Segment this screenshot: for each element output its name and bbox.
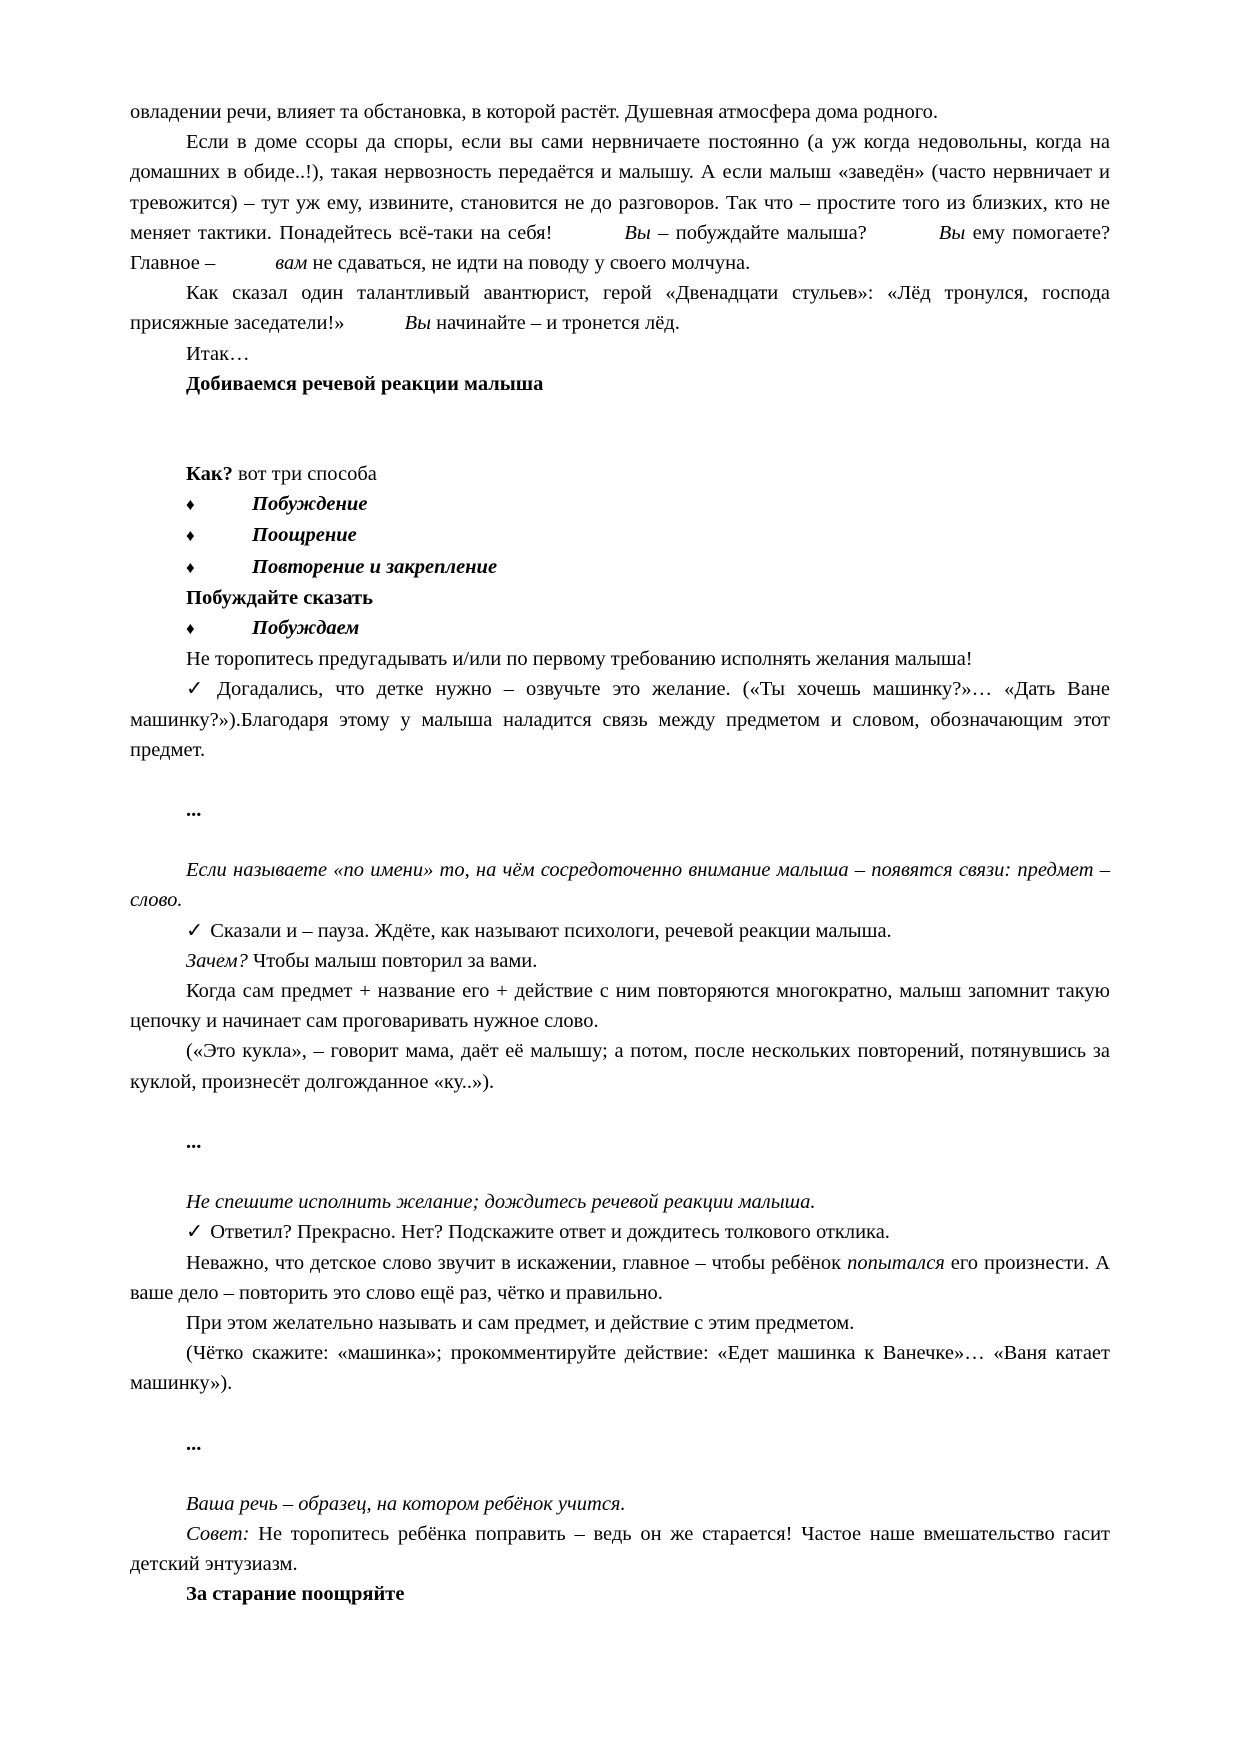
emphasis-vam: вам bbox=[275, 252, 308, 275]
ellipsis-separator: ... bbox=[186, 1130, 202, 1153]
vertical-spacer bbox=[130, 825, 1110, 855]
zachem-rest-text: Чтобы малыш повторил за вами. bbox=[247, 949, 538, 972]
diamond-bullet-icon: ♦ bbox=[186, 557, 195, 577]
check-mark-icon: ✓ bbox=[186, 919, 204, 942]
zachem-label: Зачем? bbox=[186, 949, 248, 972]
nevazhno-text-b: его произнести. А ваше дело – повторить это слово ещё раз, чётко и правильно. bbox=[130, 1251, 1110, 1304]
vertical-spacer bbox=[130, 765, 1110, 795]
nevazhno-text-a: Неважно, что детское слово звучит в искажении, главное – чтобы ребёнок bbox=[186, 1251, 842, 1274]
vertical-spacer bbox=[130, 1157, 1110, 1187]
list-item-label: Побуждаем bbox=[252, 617, 360, 640]
vertical-spacer bbox=[130, 1399, 1110, 1429]
paragraph-italic-dont-hurry: Не спешите исполнить желание; дождитесь речевой реакции малыша. bbox=[186, 1191, 816, 1214]
emphasis-vy-3: Вы bbox=[404, 312, 431, 335]
ice-text-a: Как сказал один талантливый авантюрист, герой «Двенадцати стульев»: «Лёд тронулся, господа присяжные заседатели!» bbox=[130, 282, 1110, 335]
ellipsis-separator: ... bbox=[186, 1432, 202, 1455]
list-item bbox=[130, 489, 1110, 520]
check-mark-icon: ✓ bbox=[186, 1221, 204, 1244]
paragraph-sovet bbox=[130, 1519, 1110, 1579]
paragraph-nevazhno bbox=[130, 1248, 1110, 1308]
how-rest-label: вот три способа bbox=[232, 463, 377, 486]
paragraph-italic-your-speech: Ваша речь – образец, на котором ребёнок учится. bbox=[186, 1492, 626, 1515]
how-question-label: Как? bbox=[186, 463, 233, 486]
paragraph-italic-naming: Если называете «по имени» то, на чём сосредоточенно внимание малыша – появятся связи: предмет – слово. bbox=[130, 859, 1110, 912]
list-item-label: Повторение и закрепление bbox=[252, 555, 498, 578]
vertical-spacer bbox=[130, 399, 1110, 459]
check-guessed-text: Догадались, что детке нужно – озвучьте это желание. («Ты хочешь машинку?»… «Дать Ване машинку?»).Благодаря этому у малыша наладится связь между предметом и словом, обозначающим этот предмет. bbox=[130, 678, 1110, 761]
sovet-label: Совет: bbox=[186, 1522, 250, 1545]
vertical-spacer bbox=[130, 1459, 1110, 1489]
sovet-rest-text: Не торопитесь ребёнка поправить – ведь он же старается! Частое наше вмешательство гасит детский энтузиазм. bbox=[130, 1522, 1110, 1576]
check-mark-icon: ✓ bbox=[186, 678, 211, 701]
check-said-pause-text: Сказали и – пауза. Ждёте, как называют психологи, речевой реакции малыша. bbox=[210, 919, 892, 942]
paragraph-check-said-pause bbox=[130, 916, 1110, 946]
paragraph-continuation: овладении речи, влияет та обстановка, в которой растёт. Душевная атмосфера дома родного. bbox=[130, 101, 939, 123]
diamond-bullet-icon: ♦ bbox=[186, 619, 195, 639]
ice-text-b: начинайте – и тронется лёд. bbox=[436, 312, 680, 335]
paragraph-how bbox=[130, 459, 1110, 489]
paragraph-chain: Когда сам предмет + название его + действие с ним повторяются многократно, малыш запомнит такую цепочку и начинает сам проговаривать нужное слово. bbox=[130, 980, 1110, 1033]
quarrels-text-a: Если в доме ссоры да споры, если вы сами нервничаете постоянно (а уж когда недовольны, когда на домашних в обиде..!), такая нервозность передаётся и малышу. А если малыш «заведён» (часто нервничает и тревожится) – тут уж ему, извините, становится не до разговоров. Так что – простите того из близких, кто не меняет тактики. Понадейтесь всё-таки на себя! bbox=[130, 131, 1110, 244]
heading-praise: За старание поощряйте bbox=[186, 1583, 405, 1606]
heading-encourage: Побуждайте сказать bbox=[186, 586, 373, 609]
diamond-bullet-icon: ♦ bbox=[186, 495, 195, 515]
ellipsis-separator: ... bbox=[186, 799, 202, 822]
diamond-bullet-icon: ♦ bbox=[186, 526, 195, 546]
paragraph-quarrels bbox=[130, 127, 1110, 278]
paragraph-zachem bbox=[130, 946, 1110, 976]
paragraph-ice bbox=[130, 278, 1110, 338]
paragraph-itak: Итак… bbox=[186, 342, 250, 365]
heading-main: Добиваемся речевой реакции малыша bbox=[186, 372, 544, 395]
paragraph-check-guessed bbox=[130, 674, 1110, 765]
list-item bbox=[130, 520, 1110, 551]
paragraph-chetko: (Чётко скажите: «машинка»; прокомментируйте действие: «Едет машинка к Ванечке»… «Ваня катает машинку»). bbox=[130, 1342, 1110, 1395]
list-item bbox=[130, 552, 1110, 583]
quarrels-text-b: – побуждайте малыша? bbox=[658, 221, 867, 244]
emphasis-vy-2: Вы bbox=[938, 221, 966, 244]
emphasis-popytalsya: попытался bbox=[847, 1251, 945, 1274]
list-item-label: Побуждение bbox=[252, 493, 368, 516]
quarrels-text-d: не сдаваться, не идти на поводу у своего молчуна. bbox=[312, 252, 751, 275]
list-item-label: Поощрение bbox=[252, 524, 357, 547]
check-answered-text: Ответил? Прекрасно. Нет? Подскажите ответ и дождитесь толкового отклика. bbox=[210, 1221, 890, 1244]
vertical-spacer bbox=[130, 1097, 1110, 1127]
emphasis-vy-1: Вы bbox=[624, 221, 651, 244]
paragraph-dont-rush: Не торопитесь предугадывать и/или по первому требованию исполнять желания малыша! bbox=[186, 648, 973, 671]
list-item bbox=[130, 613, 1110, 644]
paragraph-pri-etom: При этом желательно называть и сам предмет, и действие с этим предметом. bbox=[186, 1311, 855, 1334]
quarrels-text-c: ему помогаете? Главное – bbox=[130, 221, 1111, 275]
paragraph-doll: («Это кукла», – говорит мама, даёт её малышу; а потом, после нескольких повторений, потянувшись за куклой, произнесёт долгожданное «ку..»). bbox=[130, 1040, 1110, 1093]
paragraph-check-answered bbox=[130, 1217, 1110, 1247]
